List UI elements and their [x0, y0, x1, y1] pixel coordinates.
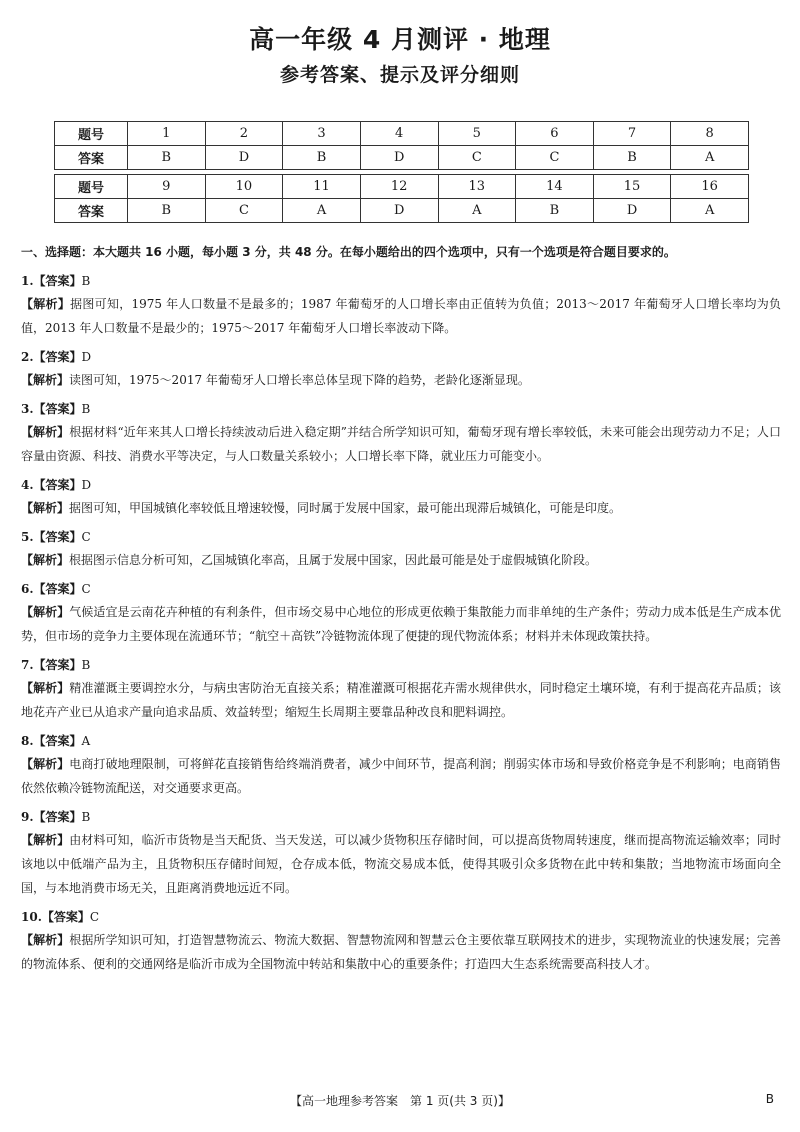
page-footer: 【高一地理参考答案 第 1 页(共 3 页)】: [290, 1094, 510, 1108]
question-number-cell: 16: [671, 175, 749, 199]
analysis-text: 据图可知，1975 年人口数量不是最多的；1987 年葡萄牙的人口增长率由正值转为负值；2013～2017 年葡萄牙人口增长率均为负值，2013 年人口数量不是最少的；1975～2017 年葡萄牙人口增长率波动下降。: [21, 297, 781, 335]
answer-tag: 【答案】: [41, 910, 90, 924]
question-item: [21, 474, 781, 520]
question-item: [21, 526, 781, 572]
analysis-text: 据图可知，甲国城镇化率较低且增速较慢，同时属于发展中国家，最可能出现滞后城镇化，可能是印度。: [69, 501, 622, 515]
analysis-tag: 【解析】: [21, 297, 71, 311]
question-number-header: 题号: [55, 122, 128, 146]
answer-cell: C: [438, 146, 516, 170]
question-number: 8.: [21, 734, 34, 748]
answer-tag: 【答案】: [33, 810, 82, 824]
analysis-text: 读图可知，1975～2017 年葡萄牙人口增长率总体呈现下降的趋势，老龄化逐渐显现。: [69, 373, 530, 387]
analysis-tag: 【解析】: [21, 605, 70, 619]
question-number-header: 题号: [55, 175, 128, 199]
answer-value: A: [81, 734, 91, 748]
answer-value: B: [81, 402, 91, 416]
answer-value: D: [81, 350, 92, 364]
analysis-tag: 【解析】: [21, 373, 70, 387]
answer-value: C: [89, 910, 100, 924]
answer-cell: A: [438, 199, 516, 223]
question-item: [21, 346, 781, 392]
question-number-cell: 14: [516, 175, 594, 199]
analysis-text: 精准灌溉主要调控水分，与病虫害防治无直接关系；精准灌溉可根据花卉需水规律供水，同时稳定土壤环境，有利于提高花卉品质；该地花卉产业已从追求产量向追求品质、效益转型；缩短生长周期主要靠品种改良和肥料调控。: [21, 681, 781, 719]
answer-tag: 【答案】: [33, 734, 82, 748]
question-item: [21, 398, 781, 468]
question-item: [21, 578, 781, 648]
analysis-tag: 【解析】: [21, 501, 70, 515]
answer-table-row-answers-2: [55, 199, 749, 223]
answer-value: B: [81, 658, 91, 672]
analysis-tag: 【解析】: [21, 681, 70, 695]
question-number-cell: 11: [283, 175, 361, 199]
question-list: [21, 270, 781, 982]
question-number-cell: 1: [128, 122, 206, 146]
answer-header: 答案: [55, 146, 128, 170]
question-number: 2.: [21, 350, 34, 364]
question-item: [21, 906, 781, 976]
analysis-tag: 【解析】: [21, 757, 70, 771]
answer-table-row-answers-1: [55, 146, 749, 170]
analysis-text: 根据所学知识可知，打造智慧物流云、物流大数据、智慧物流网和智慧云仓主要依靠互联网技术的进步，实现物流业的快速发展；完善的物流体系、便利的交通网络是临沂市成为全国物流中转站和集散中心的重要条件；打造四大生态系统需要高科技人才。: [21, 933, 781, 971]
question-number: 9.: [21, 810, 34, 824]
answer-cell: C: [516, 146, 594, 170]
question-number-cell: 2: [205, 122, 283, 146]
answer-cell: A: [671, 146, 749, 170]
question-number: 10.: [21, 910, 42, 924]
answer-cell: B: [128, 199, 206, 223]
answer-cell: A: [283, 199, 361, 223]
analysis-text: 电商打破地理限制，可将鲜花直接销售给终端消费者，减少中间环节，提高利润；削弱实体市场和导致价格竞争是不利影响；电商销售依然依赖冷链物流配送，对交通要求更高。: [21, 757, 781, 795]
answer-value: C: [81, 530, 91, 544]
answer-cell: D: [205, 146, 283, 170]
analysis-tag: 【解析】: [21, 553, 70, 567]
answer-tag: 【答案】: [33, 530, 82, 544]
answer-header: 答案: [55, 199, 128, 223]
analysis-text: 根据材料“近年来其人口增长持续波动后进入稳定期”并结合所学知识可知，葡萄牙现有增长率较低，未来可能会出现劳动力不足；人口容量由资源、科技、消费水平等决定，与人口数量关系较小；人口增长率下降，就业压力可能变小。: [21, 425, 781, 463]
question-number: 4.: [21, 478, 34, 492]
question-number-cell: 6: [516, 122, 594, 146]
answer-value: D: [81, 478, 92, 492]
question-number-cell: 9: [128, 175, 206, 199]
answer-value: B: [81, 810, 91, 824]
question-item: [21, 730, 781, 800]
answer-value: B: [81, 274, 91, 288]
question-number-cell: 12: [360, 175, 438, 199]
answer-cell: B: [516, 199, 594, 223]
question-number: 1.: [21, 274, 34, 288]
question-number-cell: 10: [205, 175, 283, 199]
answer-tag: 【答案】: [33, 582, 82, 596]
answer-tag: 【答案】: [33, 350, 82, 364]
analysis-tag: 【解析】: [21, 933, 70, 947]
page-title: 高一年级 4 月测评 · 地理: [249, 25, 551, 54]
analysis-text: 根据图示信息分析可知，乙国城镇化率高，且属于发展中国家，因此最可能是处于虚假城镇化阶段。: [69, 553, 598, 567]
answer-cell: D: [360, 146, 438, 170]
analysis-tag: 【解析】: [21, 833, 70, 847]
question-number: 5.: [21, 530, 34, 544]
question-number-cell: 13: [438, 175, 516, 199]
question-number-cell: 8: [671, 122, 749, 146]
analysis-text: 气候适宜是云南花卉种植的有利条件，但市场交易中心地位的形成更依赖于集散能力而非单纯的生产条件；劳动力成本低是生产成本优势，但市场的竞争力主要体现在流通环节；“航空＋高铁”冷链物流体现了便捷的现代物流体系；材料并未体现政策扶持。: [21, 605, 781, 643]
answer-tag: 【答案】: [33, 274, 82, 288]
question-number: 3.: [21, 402, 34, 416]
question-number: 7.: [21, 658, 34, 672]
answer-cell: B: [283, 146, 361, 170]
question-number-cell: 3: [283, 122, 361, 146]
question-number-cell: 15: [593, 175, 671, 199]
answer-tag: 【答案】: [33, 478, 82, 492]
version-mark: B: [765, 1092, 774, 1106]
analysis-text: 由材料可知，临沂市货物是当天配货、当天发送，可以减少货物积压存储时间，可以提高货物周转速度，继而提高物流运输效率；同时该地以中低端产品为主，且货物积压存储时间短，仓存成本低，物流交易成本低，使得其吸引众多货物在此中转和集散；当地物流市场面向全国，与本地消费市场无关，且距离消费地远近不同。: [21, 833, 781, 895]
analysis-tag: 【解析】: [21, 425, 70, 439]
answer-tag: 【答案】: [33, 402, 82, 416]
answer-table-row-numbers-1: [55, 122, 749, 146]
answer-table: [54, 121, 749, 223]
answer-cell: B: [128, 146, 206, 170]
question-item: [21, 806, 781, 900]
question-item: [21, 270, 781, 340]
question-number-cell: 4: [360, 122, 438, 146]
page-subtitle: 参考答案、提示及评分细则: [279, 64, 520, 86]
answer-value: C: [81, 582, 91, 596]
answer-cell: D: [360, 199, 438, 223]
answer-cell: B: [593, 146, 671, 170]
answer-tag: 【答案】: [33, 658, 82, 672]
section-heading: 一、选择题：本大题共 16 小题，每小题 3 分，共 48 分。在每小题给出的四个选项中，只有一个选项是符合题目要求的。: [21, 245, 676, 259]
answer-table-row-numbers-2: [55, 175, 749, 199]
answer-cell: D: [593, 199, 671, 223]
answer-cell: C: [205, 199, 283, 223]
question-number-cell: 7: [593, 122, 671, 146]
question-number: 6.: [21, 582, 34, 596]
question-item: [21, 654, 781, 724]
answer-cell: A: [671, 199, 749, 223]
question-number-cell: 5: [438, 122, 516, 146]
